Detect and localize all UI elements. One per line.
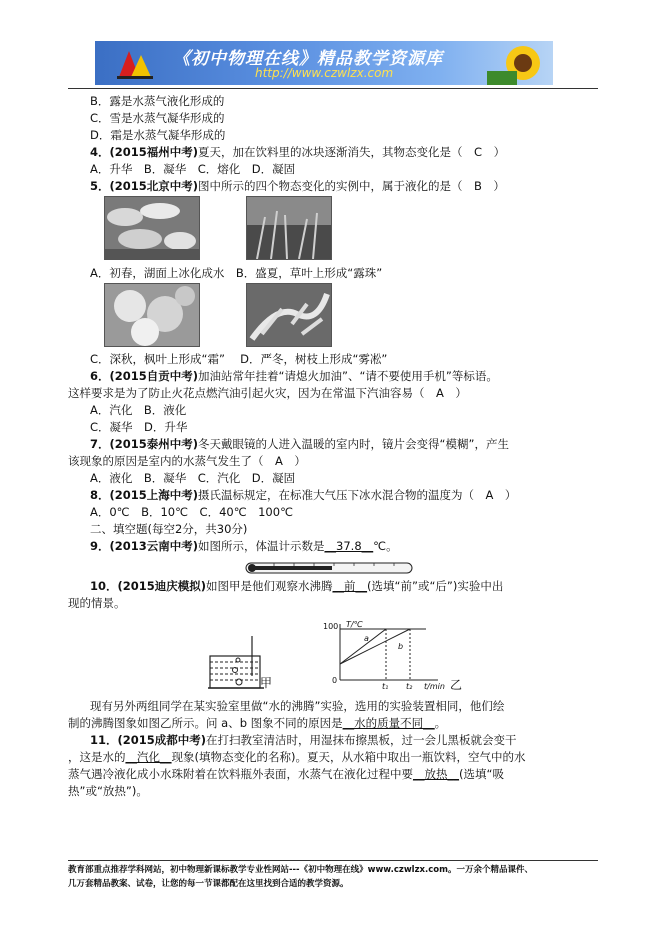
q7-source: (2015泰州中考) bbox=[109, 437, 199, 451]
site-logo-icon bbox=[117, 47, 153, 79]
q8-number: 8． bbox=[90, 488, 110, 502]
header-rule bbox=[68, 88, 598, 89]
graph-y-axis-label: T/℃ bbox=[346, 620, 363, 629]
q3-option-b: B．露是水蒸气液化形成的 bbox=[90, 94, 225, 108]
q7-text-continued: 该现象的原因是室内的水蒸气发生了（ A ） bbox=[68, 454, 306, 468]
graph-line-a-label: a bbox=[364, 634, 369, 643]
photo-dew-on-grass bbox=[246, 196, 332, 260]
q10-text-4a: 制的沸腾图象如图乙所示。问 a、b 图象不同的原因是 bbox=[68, 716, 343, 730]
banner-url: http://www.czwlzx.com bbox=[255, 66, 394, 80]
question-10 bbox=[90, 578, 503, 594]
q7-text: 冬天戴眼镜的人进入温暖的室内时，镜片会变得“模糊”，产生 bbox=[198, 437, 509, 451]
q10-source: (2015迪庆模拟) bbox=[117, 579, 207, 593]
question-6 bbox=[90, 368, 498, 384]
q9-unit: ℃。 bbox=[373, 539, 398, 553]
photo-ice-melting bbox=[104, 196, 200, 260]
q4-text: 夏天，加在饮料里的冰块逐渐消失，其物态变化是（ C ） bbox=[198, 145, 506, 159]
boiling-graph bbox=[318, 620, 468, 692]
q11-source: (2015成都中考) bbox=[117, 733, 207, 747]
q10-text-4 bbox=[68, 715, 446, 731]
q4-number: 4． bbox=[90, 145, 110, 159]
q11-text-2a: ，这是水的 bbox=[68, 750, 126, 764]
q8-text: 摄氏温标规定，在标准大气压下冰水混合物的温度为（ A ） bbox=[198, 488, 517, 502]
q8-options: A．0℃ B．10℃ C．40℃ 100℃ bbox=[90, 505, 293, 519]
question-8 bbox=[90, 487, 516, 503]
q10-text-continued: 现的情景。 bbox=[68, 596, 126, 610]
q11-text-4: 热”或“放热”)。 bbox=[68, 784, 148, 798]
q9-source: (2013云南中考) bbox=[109, 539, 199, 553]
thermometer-icon bbox=[244, 561, 414, 575]
q5-options-ab: A．初春，湖面上冰化成水 B．盛夏，草叶上形成“露珠” bbox=[90, 266, 383, 280]
photo-rime-on-branches bbox=[246, 283, 332, 347]
q10-text-4b: 。 bbox=[434, 716, 447, 730]
q5-source: (2015北京中考) bbox=[109, 179, 199, 193]
graph-line-b-label: b bbox=[398, 642, 404, 651]
q11-text-3 bbox=[68, 766, 504, 782]
q8-source: (2015上海中考) bbox=[109, 488, 199, 502]
q5-number: 5． bbox=[90, 179, 110, 193]
header-banner bbox=[95, 41, 553, 85]
figure-jia-label: 甲 bbox=[260, 676, 273, 690]
graph-x-axis-label: t/min bbox=[424, 682, 445, 691]
graph-t2-label: t₂ bbox=[406, 682, 413, 691]
boiling-beaker-diagram bbox=[208, 636, 268, 692]
question-9 bbox=[90, 538, 398, 554]
q10-text: 如图甲是他们观察水沸腾 bbox=[206, 579, 333, 593]
q6-options-cd: C．凝华 D．升华 bbox=[90, 420, 188, 434]
figure-yi-label: 乙 bbox=[450, 678, 463, 692]
q11-text-3a: 蒸气遇冷液化成小水珠附着在饮料瓶外表面，水蒸气在液化过程中要 bbox=[68, 767, 413, 781]
question-4 bbox=[90, 144, 505, 160]
q11-text-3b: (选填“吸 bbox=[459, 767, 504, 781]
question-11 bbox=[90, 732, 517, 748]
q11-answer-1: __汽化__ bbox=[125, 750, 172, 764]
q6-source: (2015自贡中考) bbox=[109, 369, 199, 383]
q11-number: 11． bbox=[90, 733, 118, 747]
sunflower-icon bbox=[483, 41, 553, 85]
q3-option-d: D．霜是水蒸气凝华形成的 bbox=[90, 128, 226, 142]
footer-rule bbox=[68, 860, 598, 861]
q11-answer-2: __放热__ bbox=[413, 767, 459, 781]
q5-text: 图中所示的四个物态变化的实例中，属于液化的是（ B ） bbox=[198, 179, 505, 193]
question-7 bbox=[90, 436, 509, 452]
q7-number: 7． bbox=[90, 437, 110, 451]
q9-answer: __37.8__ bbox=[324, 539, 374, 553]
q10-text-b: (选填“前”或“后”)实验中出 bbox=[367, 579, 504, 593]
graph-t1-label: t₁ bbox=[382, 682, 389, 691]
q10-answer-1: __前__ bbox=[332, 579, 368, 593]
q9-text: 如图所示，体温计示数是 bbox=[198, 539, 325, 553]
footer-line-2: 几万套精品教案、试卷，让您的每一节课都配在这里找到合适的教学资源。 bbox=[68, 879, 349, 889]
graph-y-tick: 100 bbox=[323, 622, 339, 631]
q6-number: 6． bbox=[90, 369, 110, 383]
q11-text-2b: 现象(填物态变化的名称)。夏天，从水箱中取出一瓶饮料，空气中的水 bbox=[171, 750, 526, 764]
graph-origin: 0 bbox=[332, 676, 338, 685]
q9-number: 9． bbox=[90, 539, 110, 553]
q4-options: A．升华 B．凝华 C．熔化 D．凝固 bbox=[90, 162, 296, 176]
q10-answer-2: __水的质量不同__ bbox=[342, 716, 435, 730]
photo-frost-on-leaves bbox=[104, 283, 200, 347]
q6-options-ab: A．汽化 B．液化 bbox=[90, 403, 187, 417]
q5-options-cd: C．深秋，枫叶上形成“霜” D．严冬，树枝上形成“雾凇” bbox=[90, 352, 388, 366]
q3-option-c: C．雪是水蒸气凝华形成的 bbox=[90, 111, 225, 125]
q6-text-continued: 这样要求是为了防止火花点燃汽油引起火灾，因为在常温下汽油容易（ A ） bbox=[68, 386, 467, 400]
q11-text: 在打扫教室清洁时，用湿抹布擦黑板，过一会儿黑板就会变干 bbox=[206, 733, 517, 747]
footer-line-1: 教育部重点推荐学科网站，初中物理新课标教学专业性网站---《初中物理在线》www.czwlzx.com。一万余个精品课件、 bbox=[68, 865, 533, 875]
q10-text-3: 现有另外两组同学在某实验室里做“水的沸腾”实验，选用的实验装置相同，他们绘 bbox=[90, 699, 505, 713]
q6-text: 加油站常年挂着“请熄火加油”、“请不要使用手机”等标语。 bbox=[198, 369, 498, 383]
section-2-heading: 二、填空题(每空2分，共30分) bbox=[90, 522, 248, 536]
banner-title: 《初中物理在线》精品教学资源库 bbox=[173, 49, 443, 69]
q10-number: 10． bbox=[90, 579, 118, 593]
q4-source: (2015福州中考) bbox=[109, 145, 199, 159]
q7-options: A．液化 B．凝华 C．汽化 D．凝固 bbox=[90, 471, 296, 485]
question-5 bbox=[90, 178, 505, 194]
q11-text-2 bbox=[68, 749, 525, 765]
